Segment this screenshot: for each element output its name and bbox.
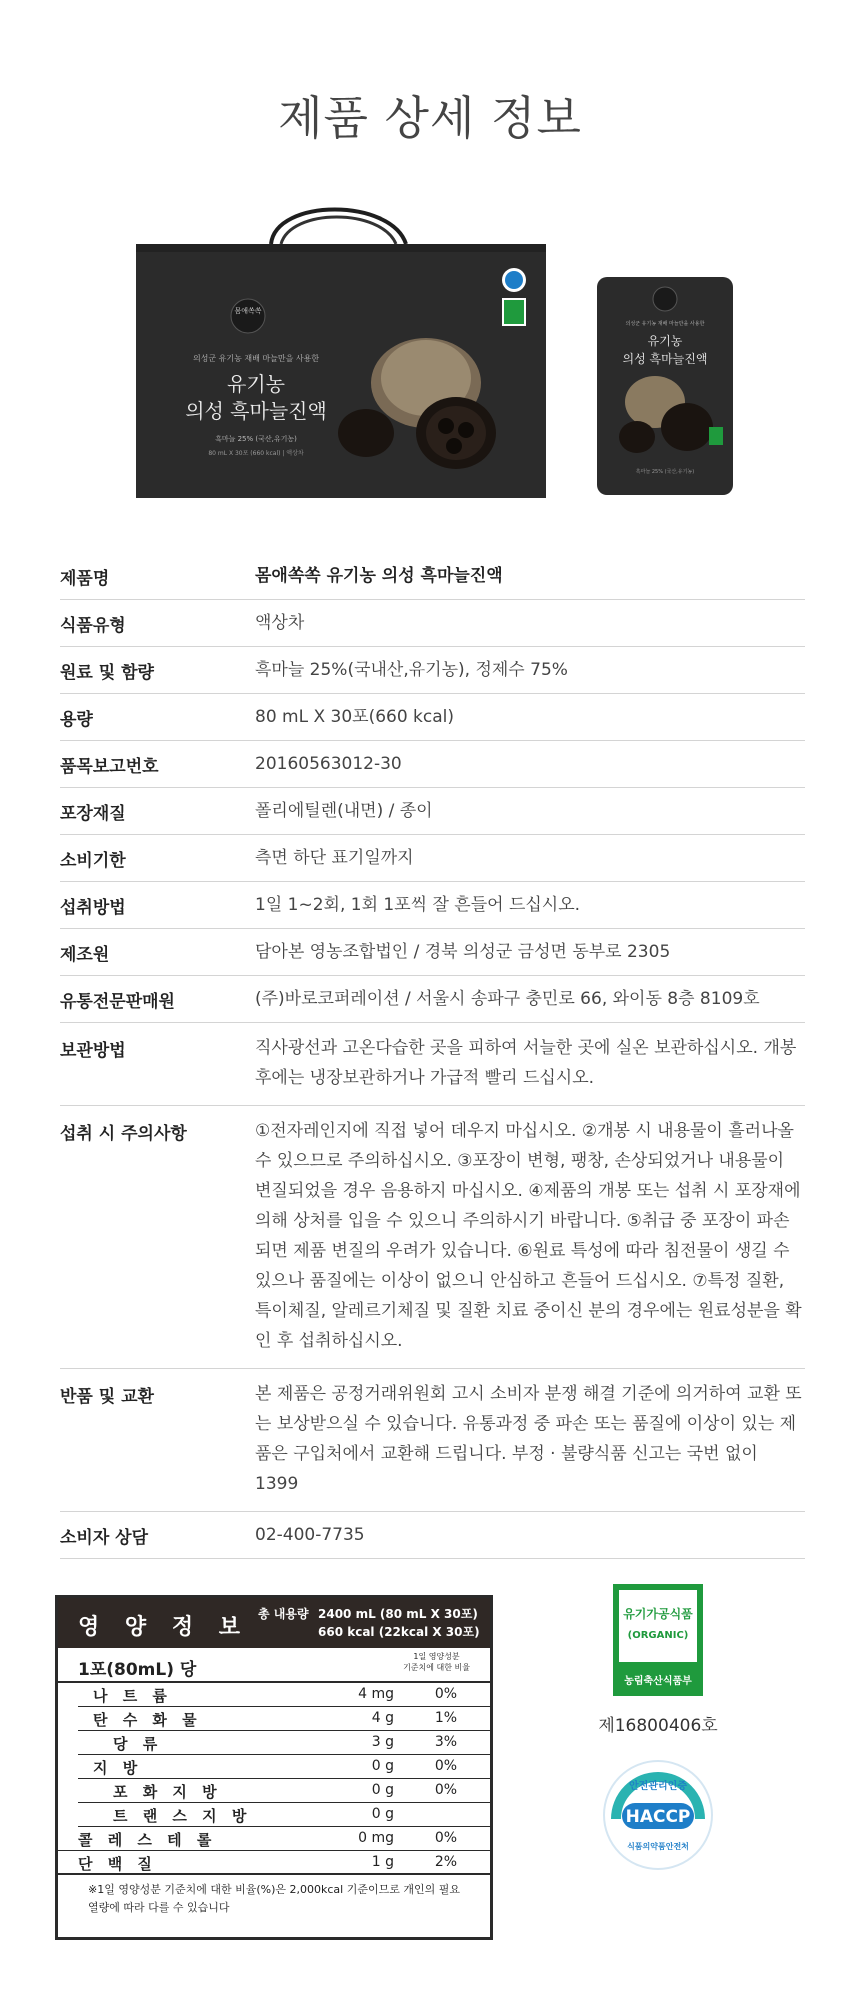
organic-ministry: 농림축산식품부 [624,1676,692,1687]
info-value: (주)바로코퍼레이션 / 서울시 송파구 충민로 66, 와이동 8층 8109호 [255,989,760,1009]
haccp-top: 안전관리인증 [629,1781,687,1792]
info-value: 몸애쏙쏙 유기농 의성 흑마늘진액 [255,566,503,586]
info-value: 흑마늘 25%(국내산,유기농), 정제수 75% [255,660,568,680]
nutrient-percent: 0% [434,1758,458,1774]
info-row [60,553,805,600]
pouch-name-line2: 의성 흑마늘진액 [622,352,708,366]
info-label: 제조원 [60,944,110,965]
nutrient-row [78,1707,490,1731]
info-value: 본 제품은 공정거래위원회 고시 소비자 분쟁 해결 기준에 의거하여 교환 또는 보상받으실 수 있습니다. 유통과정 중 파손 또는 품질에 이상이 있는 제품은 구입처에서 교환해 드립니다. 부정 · 불량식품 신고는 국번 없이 1399 [255,1384,802,1494]
gift-box-image [136,198,546,498]
nutrient-percent: 0% [434,1830,458,1846]
nutrition-title: 영 양 정 보 [78,1615,249,1640]
info-label: 용량 [60,709,93,730]
info-label: 품목보고번호 [60,756,159,777]
nutrient-row [78,1731,490,1755]
info-value: 20160563012-30 [255,754,402,774]
nutrient-amount: 3 g [371,1734,394,1750]
pouch-ratio: 흑마늘 25% (국산,유기농) [635,469,695,475]
haccp-ministry: 식품의약품안전처 [627,1842,689,1851]
info-row [60,741,805,788]
nutrient-name: 콜 레 스 테 롤 [78,1831,217,1849]
info-value: 액상차 [255,613,305,633]
info-row [60,1023,805,1106]
info-row [60,1369,805,1512]
nutrient-amount: 0 g [371,1806,394,1822]
nutrient-name: 나 트 륨 [93,1687,172,1705]
nutrient-row [78,1683,490,1707]
box-volume: 80 mL X 30포 (660 kcal) | 액상차 [208,450,304,457]
info-label: 식품유형 [60,615,126,636]
serving-row [58,1648,490,1683]
nutrient-amount: 0 g [371,1758,394,1774]
nutrient-row [58,1851,490,1875]
info-label: 유통전문판매원 [60,991,175,1012]
nutrient-percent: 3% [434,1734,458,1750]
box-name-line2: 의성 흑마늘진액 [185,399,327,423]
box-ratio: 흑마늘 25% (국산,유기농) [215,435,297,443]
nutrition-footnote: ※1일 영양성분 기준치에 대한 비율(%)은 2,000kcal 기준이므로 개인의 필요 열량에 따라 다를 수 있습니다 [88,1883,460,1914]
organic-certification-mark [613,1584,703,1696]
info-value: 측면 하단 표기일까지 [255,848,414,868]
box-brand: 몸애쏙쏙 [234,307,262,315]
info-row [60,788,805,835]
info-label: 보관방법 [60,1041,126,1061]
info-value: ①전자레인지에 직접 넣어 데우지 마십시오. ②개봉 시 내용물이 흘러나올 수 있으므로 주의하십시오. ③포장이 변형, 팽창, 손상되었거나 내용물이 변질되었을 경우 음용하지 마십시오. ④제품의 개봉 또는 섭취 시 포장재에 의해 상처를 입을 수 있으니 주의하시기 바랍니다. ⑤취급 중 포장이 파손되면 제품 변질의 우려가 있습니다. ⑥원료 특성에 따라 침전물이 생길 수 있으나 품질에는 이상이 없으니 안심하고 흔들어 드십시오. ⑦특정 질환, 특이체질, 알레르기체질 및 질환 치료 중이신 분의 경우에는 원료성분을 확인 후 섭취하십시오. [255,1121,802,1351]
nutrient-amount: 0 mg [358,1830,394,1846]
info-row [60,600,805,647]
info-label: 원료 및 함량 [60,662,154,683]
serving-size: 1포(80mL) 당 [78,1660,197,1680]
pouch-tagline: 의성군 유기농 재배 마늘만을 사용한 [625,321,705,327]
info-row [60,976,805,1023]
info-value: 직사광선과 고온다습한 곳을 피하여 서늘한 곳에 실온 보관하십시오. 개봉 후에는 냉장보관하거나 가급적 빨리 드십시오. [255,1038,797,1088]
pouch-name-line1: 유기농 [647,334,683,348]
info-label: 반품 및 교환 [60,1387,154,1407]
organic-title: 유기가공식품 [623,1607,693,1621]
info-label: 포장재질 [60,803,126,824]
info-value: 02-400-7735 [255,1525,365,1545]
nutrient-row [78,1755,490,1779]
nutrient-name: 탄 수 화 물 [93,1711,202,1729]
info-row [60,694,805,741]
total-kcal: 660 kcal (22kcal X 30포) [318,1625,480,1639]
dv-note [403,1651,470,1673]
total-label: 총 내용량 [258,1607,309,1621]
nutrient-row [78,1803,490,1827]
nutrient-row [78,1779,490,1803]
nutrition-header [58,1598,490,1648]
info-value: 1일 1~2회, 1회 1포씩 잘 흔들어 드십시오. [255,895,581,915]
info-row [60,882,805,929]
product-info-table [60,553,805,1559]
info-label: 섭취 시 주의사항 [60,1124,187,1144]
haccp-certification-mark [602,1759,714,1871]
organic-cert-number: 제16800406호 [598,1716,718,1736]
info-label: 소비자 상담 [60,1527,149,1548]
info-value: 담아본 영농조합법인 / 경북 의성군 금성면 동부로 2305 [255,942,671,962]
nutrient-name: 포 화 지 방 [113,1783,222,1801]
info-value: 폴리에틸렌(내면) / 종이 [255,801,433,821]
box-tagline: 의성군 유기농 재배 마늘만을 사용한 [192,354,320,363]
pouch-image [597,277,733,495]
nutrient-amount: 4 mg [358,1686,394,1702]
nutrient-amount: 0 g [371,1782,394,1798]
dv-note-line2: 기준치에 대한 비율 [403,1663,470,1672]
nutrient-percent: 1% [434,1710,458,1726]
info-row [60,1106,805,1369]
nutrient-percent: 2% [434,1854,458,1870]
info-row [60,647,805,694]
nutrient-amount: 1 g [371,1854,394,1870]
nutrition-facts-panel [55,1595,493,1940]
nutrient-row [58,1827,490,1851]
info-label: 섭취방법 [60,897,126,918]
nutrient-percent: 0% [434,1782,458,1798]
box-name-line1: 유기농 [227,372,285,396]
info-row [60,929,805,976]
dv-note-line1: 1일 영양성분 [413,1652,460,1661]
info-row [60,835,805,882]
nutrient-percent: 0% [434,1686,458,1702]
info-value: 80 mL X 30포(660 kcal) [255,707,455,727]
page-title: 제품 상세 정보 [278,91,582,145]
nutrient-amount: 4 g [371,1710,394,1726]
info-label: 소비기한 [60,850,126,871]
info-row [60,1512,805,1559]
info-label: 제품명 [60,568,110,589]
nutrient-name: 당 류 [113,1735,163,1753]
haccp-main: HACCP [625,1807,691,1827]
organic-sub: (ORGANIC) [627,1630,689,1641]
nutrient-name: 지 방 [93,1759,143,1777]
nutrient-name: 단 백 질 [78,1855,157,1873]
nutrition-total [258,1605,480,1641]
total-value: 2400 mL (80 mL X 30포) [318,1607,478,1621]
nutrient-name: 트 랜 스 지 방 [113,1807,252,1825]
nutrient-rows [58,1683,490,1875]
